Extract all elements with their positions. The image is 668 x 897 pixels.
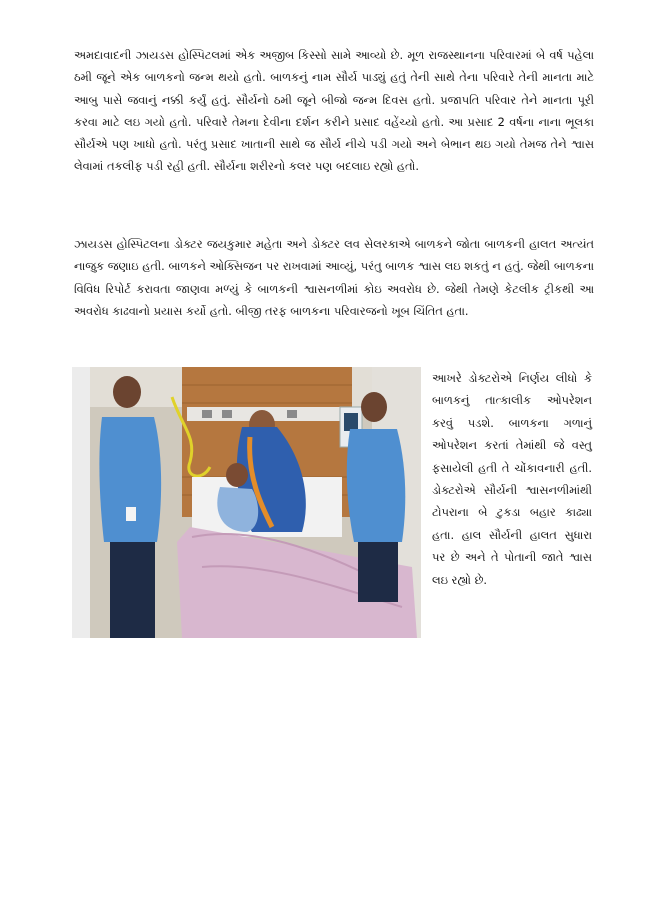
paragraph-operation: આખરે ડોક્ટરોએ નિર્ણય લીધો કે બાળકનું તાત્કાલીક ઓપરેશન કરવું પડશે. બાળકના ગળાનું ઓપરેશન કરતાં તેમાંથી જે વસ્તુ ફસાયેલી હતી તે ચોંકાવનારી હતી. ડોક્ટરોએ સૌર્યની શ્વાસનળીમાંથી ટોપરાના બે ટુકડા બહાર કાઢ્યા હતા. હાલ સૌર્યની હાલત સુધારા પર છે અને તે પોતાની જાતે શ્વાસ લઇ રહ્યો છે. (432, 371, 592, 587)
hospital-room-illustration (72, 367, 421, 638)
paragraph-doctors: ઝાયડસ હોસ્પિટલના ડોક્ટર જયકુમાર મહેતા અને ડોક્ટર લવ સેલરકાએ બાળકને જોતા બાળકની હાલત અત્યંત નાજુક જણાઇ હતી. બાળકને ઓક્સિજન પર રાખવામાં આવ્યું, પરંતુ બાળક શ્વાસ લઇ શકતું ન હતું. જેથી બાળકના વિવિધ રિપોર્ટ કરાવતા જાણવા મળ્યું કે બાળકની શ્વાસનળીમાં કોઇ અવરોધ છે. જેથી તેમણે કેટલીક ટ્રીકથી આ અવરોધ કાઢવાનો પ્રયાસ કર્યો હતો. બીજી તરફ બાળકના પરિવારજનો ખૂબ ચિંતિત હતા. (74, 237, 594, 318)
hospital-photo (72, 367, 421, 638)
paragraph-intro: અમદાવાદની ઝાયડસ હોસ્પિટલમાં એક અજીબ કિસ્સો સામે આવ્યો છે. મૂળ રાજસ્થાનના પરિવારમાં બે વર્ષ પહેલા ઠમી જૂને એક બાળકનો જન્મ થયો હતો. બાળકનું નામ સૌર્ય પાડ્યું હતું તેની સાથે તેના પરિવારે તેની માનતા માટે આબુ પાસે જવાનું નક્કી કર્યું હતું. સૌર્યનો ઠમી જૂને બીજો જન્મ દિવસ હતો. પ્રજાપતિ પરિવાર તેને માનતા પૂરી કરવા માટે લઇ ગયો હતો. પરિવારે તેમના દેવીના દર્શન કરીને પ્રસાદ વહેંચ્યો હતો. આ પ્રસાદ 2 વર્ષના નાના ભૂલકા સૌર્યએ પણ ખાધો હતો. પરંતુ પ્રસાદ ખાતાની સાથે જ સૌર્ય નીચે પડી ગયો અને બેભાન થઇ ગયો તેમજ તેને શ્વાસ લેવામાં તકલીફ પડી રહી હતી. સૌર્યના શરીરનો કલર પણ બદલાઇ રહ્યો હતો. (74, 48, 594, 174)
